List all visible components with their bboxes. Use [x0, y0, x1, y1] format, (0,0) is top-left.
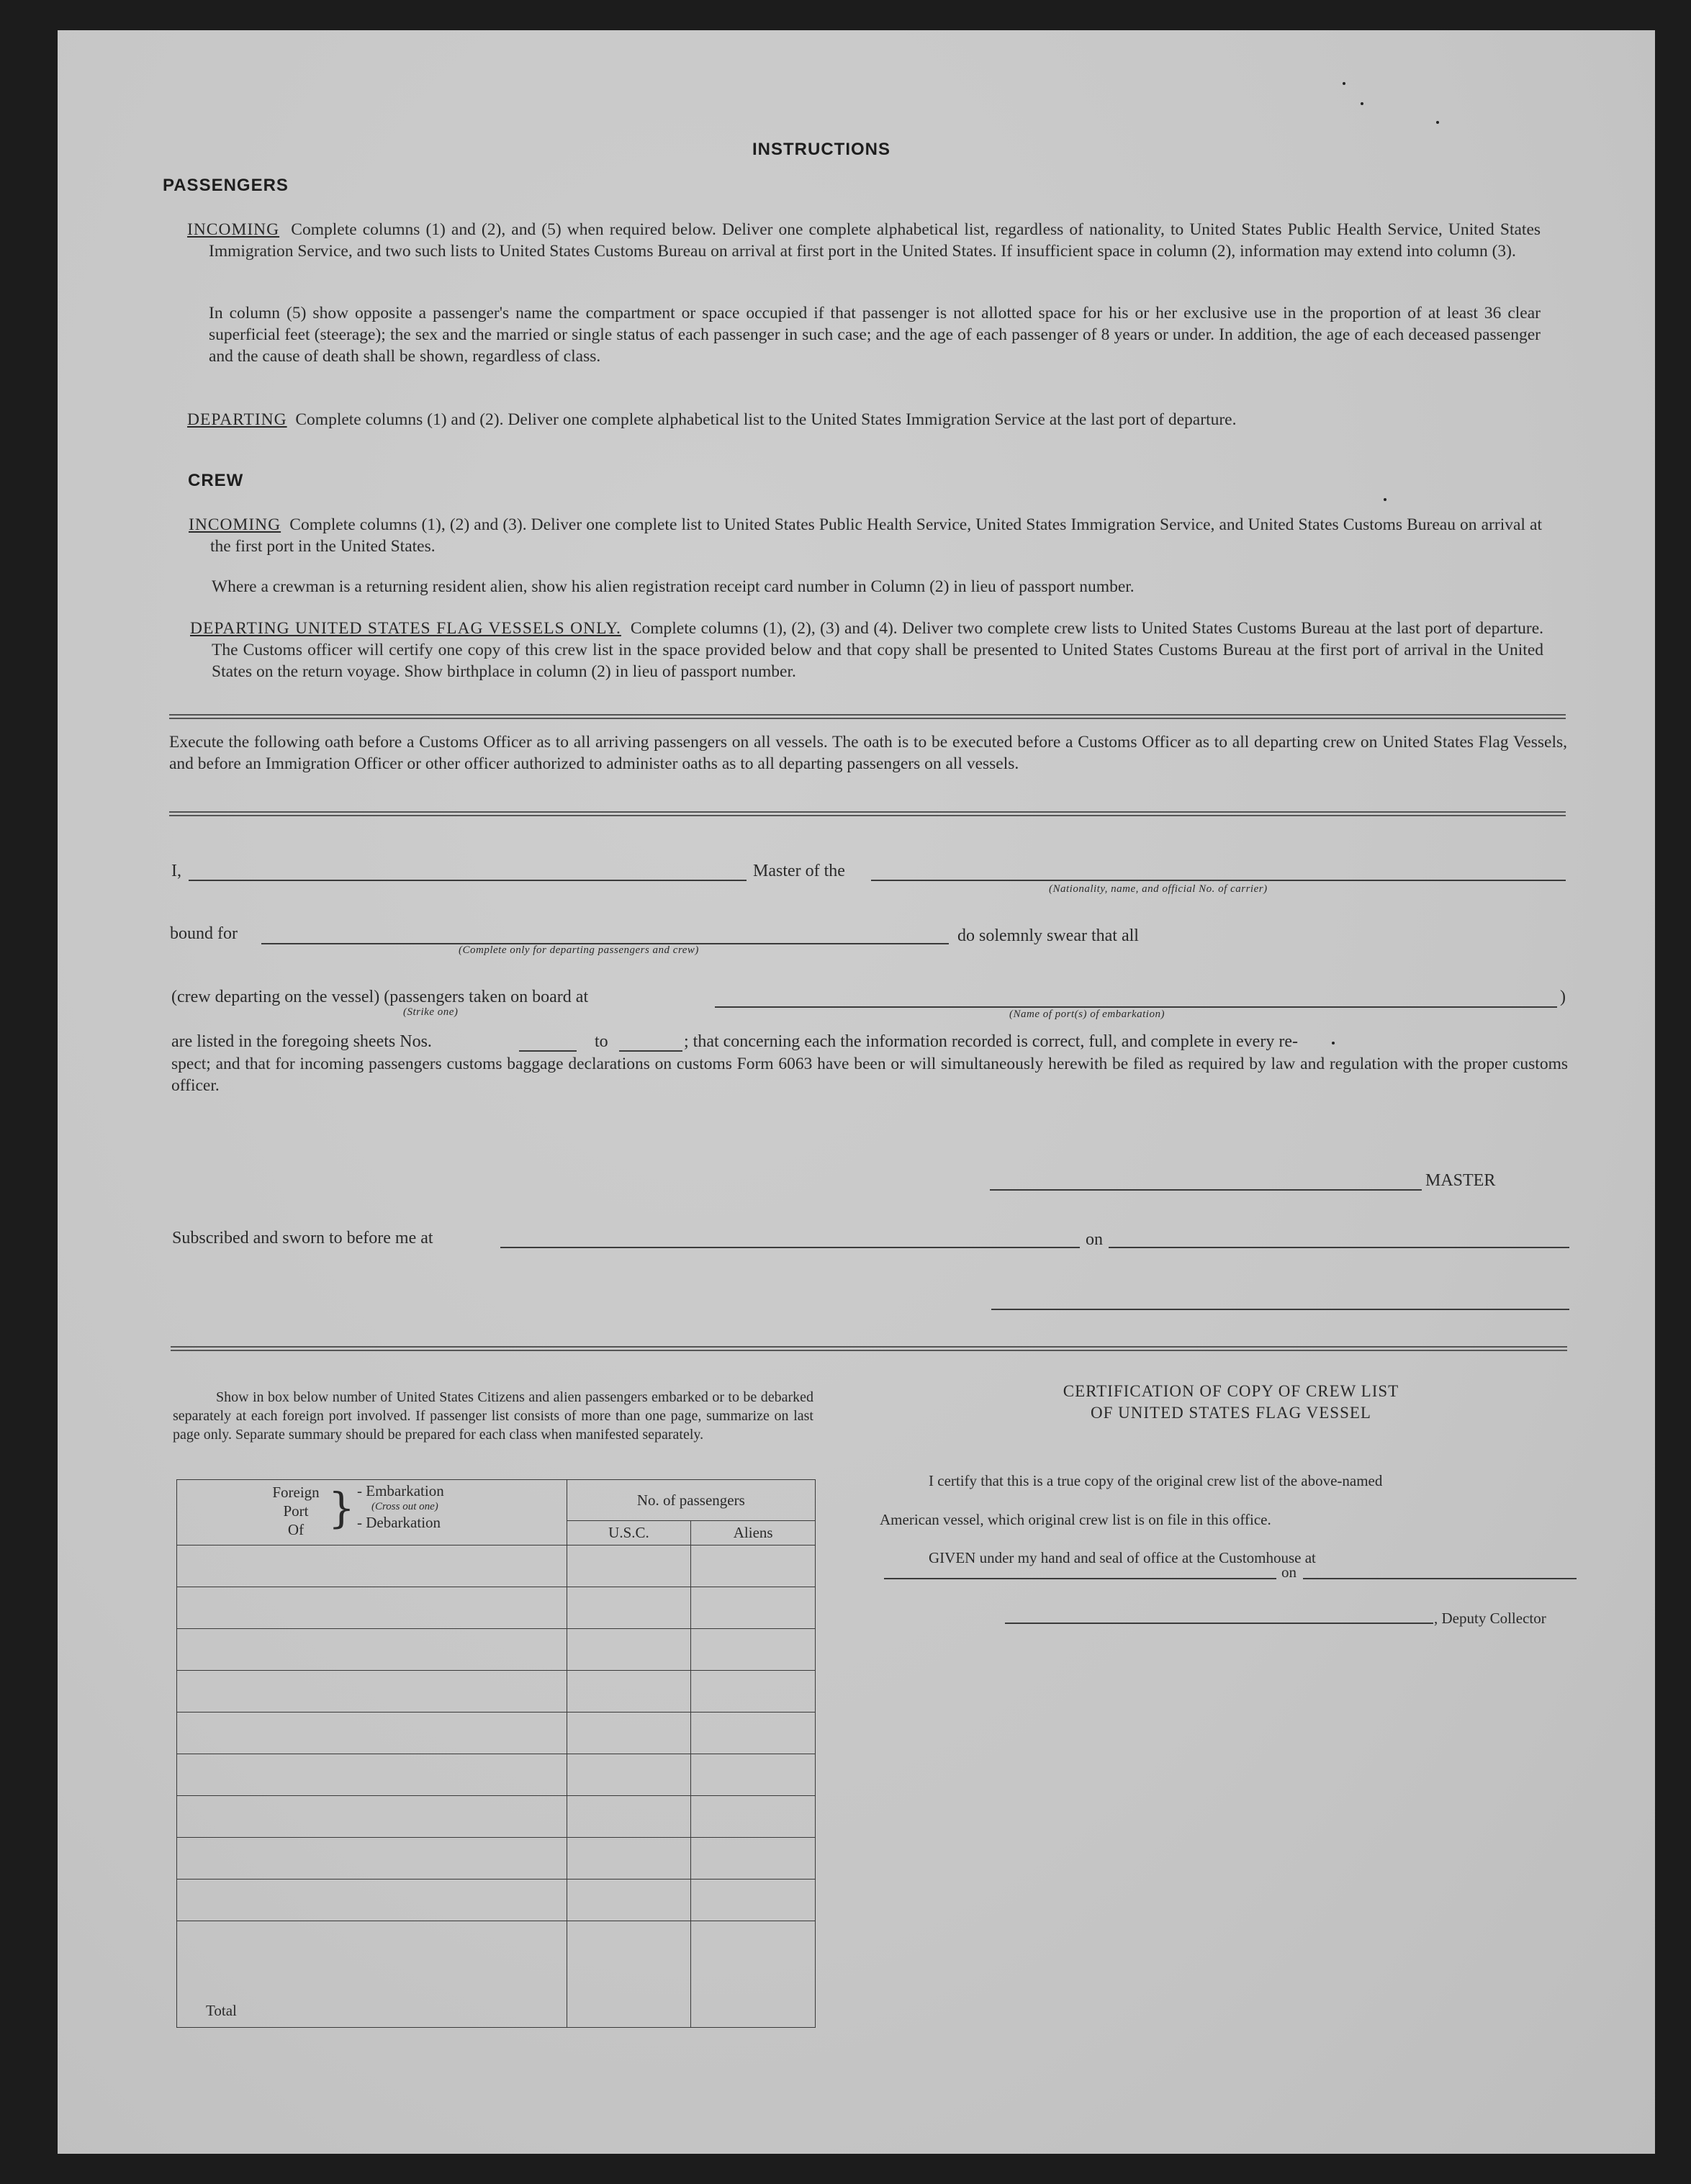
divider [169, 714, 1566, 719]
document-page [58, 30, 1655, 2154]
passengers-departing-text: Complete columns (1) and (2). Deliver one complete alphabetical list to the United States Immigration Service at the last port of departure. [295, 410, 1237, 429]
crew-incoming-text: Complete columns (1), (2) and (3). Deliver one complete list to United States Public Health Service, United States Immigration Service, and United States Customs Bureau on arrival at the first port in the United States. [210, 515, 1542, 556]
aliens-total-cell[interactable] [691, 1921, 816, 2028]
aliens-cell[interactable] [691, 1796, 816, 1838]
embarkation-ports-field[interactable] [715, 1006, 1557, 1008]
carrier-caption: (Nationality, name, and official No. of carrier) [1049, 883, 1268, 895]
certification-date-field[interactable] [1303, 1578, 1577, 1579]
scan-speck [1361, 102, 1363, 105]
usc-cell[interactable] [567, 1838, 691, 1880]
port-cell[interactable] [177, 1754, 567, 1796]
listed-suffix: ; that concerning each the information recorded is correct, full, and complete in every re- [684, 1032, 1298, 1051]
usc-cell[interactable] [567, 1754, 691, 1796]
certification-title-line2: OF UNITED STATES FLAG VESSEL [1091, 1404, 1371, 1422]
on-label: on [1086, 1230, 1103, 1249]
scan-speck [1343, 82, 1345, 85]
total-label: Total [177, 1921, 567, 2028]
given-text: GIVEN under my hand and seal of office at the Customhouse at [929, 1549, 1316, 1566]
crew-departing-label: DEPARTING UNITED STATES FLAG VESSELS ONLY. [190, 619, 621, 638]
sheet-from-field[interactable] [519, 1050, 577, 1052]
summary-instruction: Show in box below number of United States Citizens and alien passengers embarked or to be debarked separately at each foreign port involved. If passenger list consists of more than one page, summarize on last page only. Separate summary should be prepared for each class when manifested separately. [173, 1389, 813, 1443]
bound-for-label: bound for [170, 924, 238, 943]
crew-heading: CREW [188, 471, 244, 490]
cross-out-caption: (Cross out one) [371, 1501, 438, 1512]
officer-signature-field[interactable] [991, 1309, 1569, 1310]
sworn-date-field[interactable] [1109, 1247, 1569, 1248]
close-paren: ) [1560, 988, 1566, 1006]
usc-cell[interactable] [567, 1796, 691, 1838]
divider [169, 811, 1566, 816]
strike-caption: (Strike one) [403, 1006, 459, 1018]
customhouse-field[interactable] [884, 1578, 1276, 1579]
port-label: Port [283, 1502, 309, 1520]
aliens-header: Aliens [691, 1521, 816, 1546]
brace-icon: } [328, 1484, 355, 1533]
passenger-summary-table [176, 1479, 816, 2028]
usc-cell[interactable] [567, 1713, 691, 1754]
divider [171, 1346, 1567, 1351]
sheet-to-field[interactable] [619, 1050, 682, 1052]
passengers-incoming-paragraph [187, 219, 1541, 262]
usc-cell[interactable] [567, 1880, 691, 1921]
deputy-collector-label: , Deputy Collector [1434, 1610, 1546, 1627]
usc-total-cell[interactable] [567, 1921, 691, 2028]
foreign-label: Foreign [272, 1484, 320, 1501]
port-cell[interactable] [177, 1629, 567, 1671]
aliens-cell[interactable] [691, 1838, 816, 1880]
to-label: to [595, 1032, 608, 1051]
usc-cell[interactable] [567, 1671, 691, 1713]
certification-title [907, 1381, 1555, 1424]
deputy-signature-field[interactable] [1005, 1623, 1433, 1624]
crew-incoming-paragraph [189, 514, 1542, 557]
certify-text: I certify that this is a true copy of the original crew list of the above-named [929, 1472, 1383, 1489]
embarkation-option[interactable]: - Embarkation [357, 1482, 444, 1499]
crew-incoming-label: INCOMING [189, 515, 281, 534]
port-cell[interactable] [177, 1796, 567, 1838]
oath-instruction: Execute the following oath before a Customs Officer as to all arriving passengers on all vessels. The oath is to be executed before a Customs Officer as to all departing crew on United States Flag Vessels, and before an Immigration Officer or other officer authorized to administer oaths as to all departing passengers on all vessels. [169, 733, 1567, 773]
incoming-label: INCOMING [187, 220, 280, 239]
passengers-departing-paragraph [187, 409, 1541, 430]
returning-resident-paragraph: Where a crewman is a returning resident alien, show his alien registration receipt card number in Column (2) in lieu of passport number. [212, 577, 1135, 596]
crew-departing-text: Complete columns (1), (2), (3) and (4). Deliver two complete crew lists to United States Customs Bureau at the last port of departure. The Customs officer will certify one copy of this crew list in the space provided below and that copy shall be presented to United States Customs Bureau at the first port of arrival in the United States on the return voyage. Show birthplace in column (2) in lieu of passport number. [212, 619, 1543, 681]
aliens-cell[interactable] [691, 1713, 816, 1754]
ports-caption: (Name of port(s) of embarkation) [1009, 1008, 1165, 1020]
port-cell[interactable] [177, 1713, 567, 1754]
port-cell[interactable] [177, 1587, 567, 1629]
scan-speck [1332, 1042, 1335, 1044]
aliens-cell[interactable] [691, 1587, 816, 1629]
crew-departing-paragraph [190, 618, 1543, 682]
aliens-cell[interactable] [691, 1629, 816, 1671]
oath-i-label: I, [171, 862, 181, 880]
sworn-location-field[interactable] [500, 1247, 1080, 1248]
subscribed-label: Subscribed and sworn to before me at [172, 1229, 433, 1247]
aliens-cell[interactable] [691, 1880, 816, 1921]
master-of-the-label: Master of the [753, 862, 845, 880]
debarkation-option[interactable]: - Debarkation [357, 1514, 441, 1531]
scan-speck [1384, 498, 1386, 501]
port-cell[interactable] [177, 1880, 567, 1921]
aliens-cell[interactable] [691, 1671, 816, 1713]
page-title: INSTRUCTIONS [752, 140, 890, 159]
certification-title-line1: CERTIFICATION OF COPY OF CREW LIST [1063, 1382, 1399, 1400]
oath-continuation: spect; and that for incoming passengers customs baggage declarations on customs Form 6063 have been or will simultaneously herewith be filed as required by law and regulation with the proper customs officer. [171, 1055, 1568, 1095]
column5-paragraph: In column (5) show opposite a passenger's name the compartment or space occupied if that passenger is not allotted space for his or her exclusive use in the proportion of at least 36 clear superficial feet (steerage); the sex and the married or single status of each passenger in such case; and the age of each passenger of 8 years or under. In addition, the age of each deceased passenger and the cause of death shall be shown, regardless of class. [209, 304, 1541, 366]
port-cell[interactable] [177, 1671, 567, 1713]
port-cell[interactable] [177, 1546, 567, 1587]
of-label: Of [287, 1521, 305, 1538]
usc-header: U.S.C. [567, 1521, 691, 1546]
master-signature-field[interactable] [990, 1189, 1422, 1191]
no-passengers-header: No. of passengers [567, 1480, 815, 1521]
port-header-cell [177, 1480, 567, 1546]
usc-cell[interactable] [567, 1629, 691, 1671]
certification-on-label: on [1281, 1563, 1297, 1581]
aliens-cell[interactable] [691, 1546, 816, 1587]
usc-cell[interactable] [567, 1546, 691, 1587]
carrier-field[interactable] [871, 880, 1566, 881]
solemnly-swear-text: do solemnly swear that all [957, 926, 1139, 945]
passengers-heading: PASSENGERS [163, 176, 289, 195]
american-vessel-text: American vessel, which original crew list is on file in this office. [880, 1511, 1271, 1528]
master-label: MASTER [1425, 1171, 1496, 1190]
usc-cell[interactable] [567, 1587, 691, 1629]
master-name-field[interactable] [189, 880, 747, 881]
departing-label: DEPARTING [187, 410, 287, 429]
aliens-cell[interactable] [691, 1754, 816, 1796]
bound-caption: (Complete only for departing passengers and crew) [459, 944, 699, 956]
port-cell[interactable] [177, 1838, 567, 1880]
listed-prefix: are listed in the foregoing sheets Nos. [171, 1032, 432, 1051]
passengers-incoming-text: Complete columns (1) and (2), and (5) when required below. Deliver one complete alphabetical list, regardless of nationality, to United States Public Health Service, United States Immigration Service, and two such lists to United States Customs Bureau on arrival at first port in the United States. If insufficient space in column (2), information may extend into column (3). [209, 220, 1541, 261]
crew-departing-choice: (crew departing on the vessel) (passengers taken on board at [171, 988, 589, 1006]
scan-speck [1436, 121, 1439, 124]
